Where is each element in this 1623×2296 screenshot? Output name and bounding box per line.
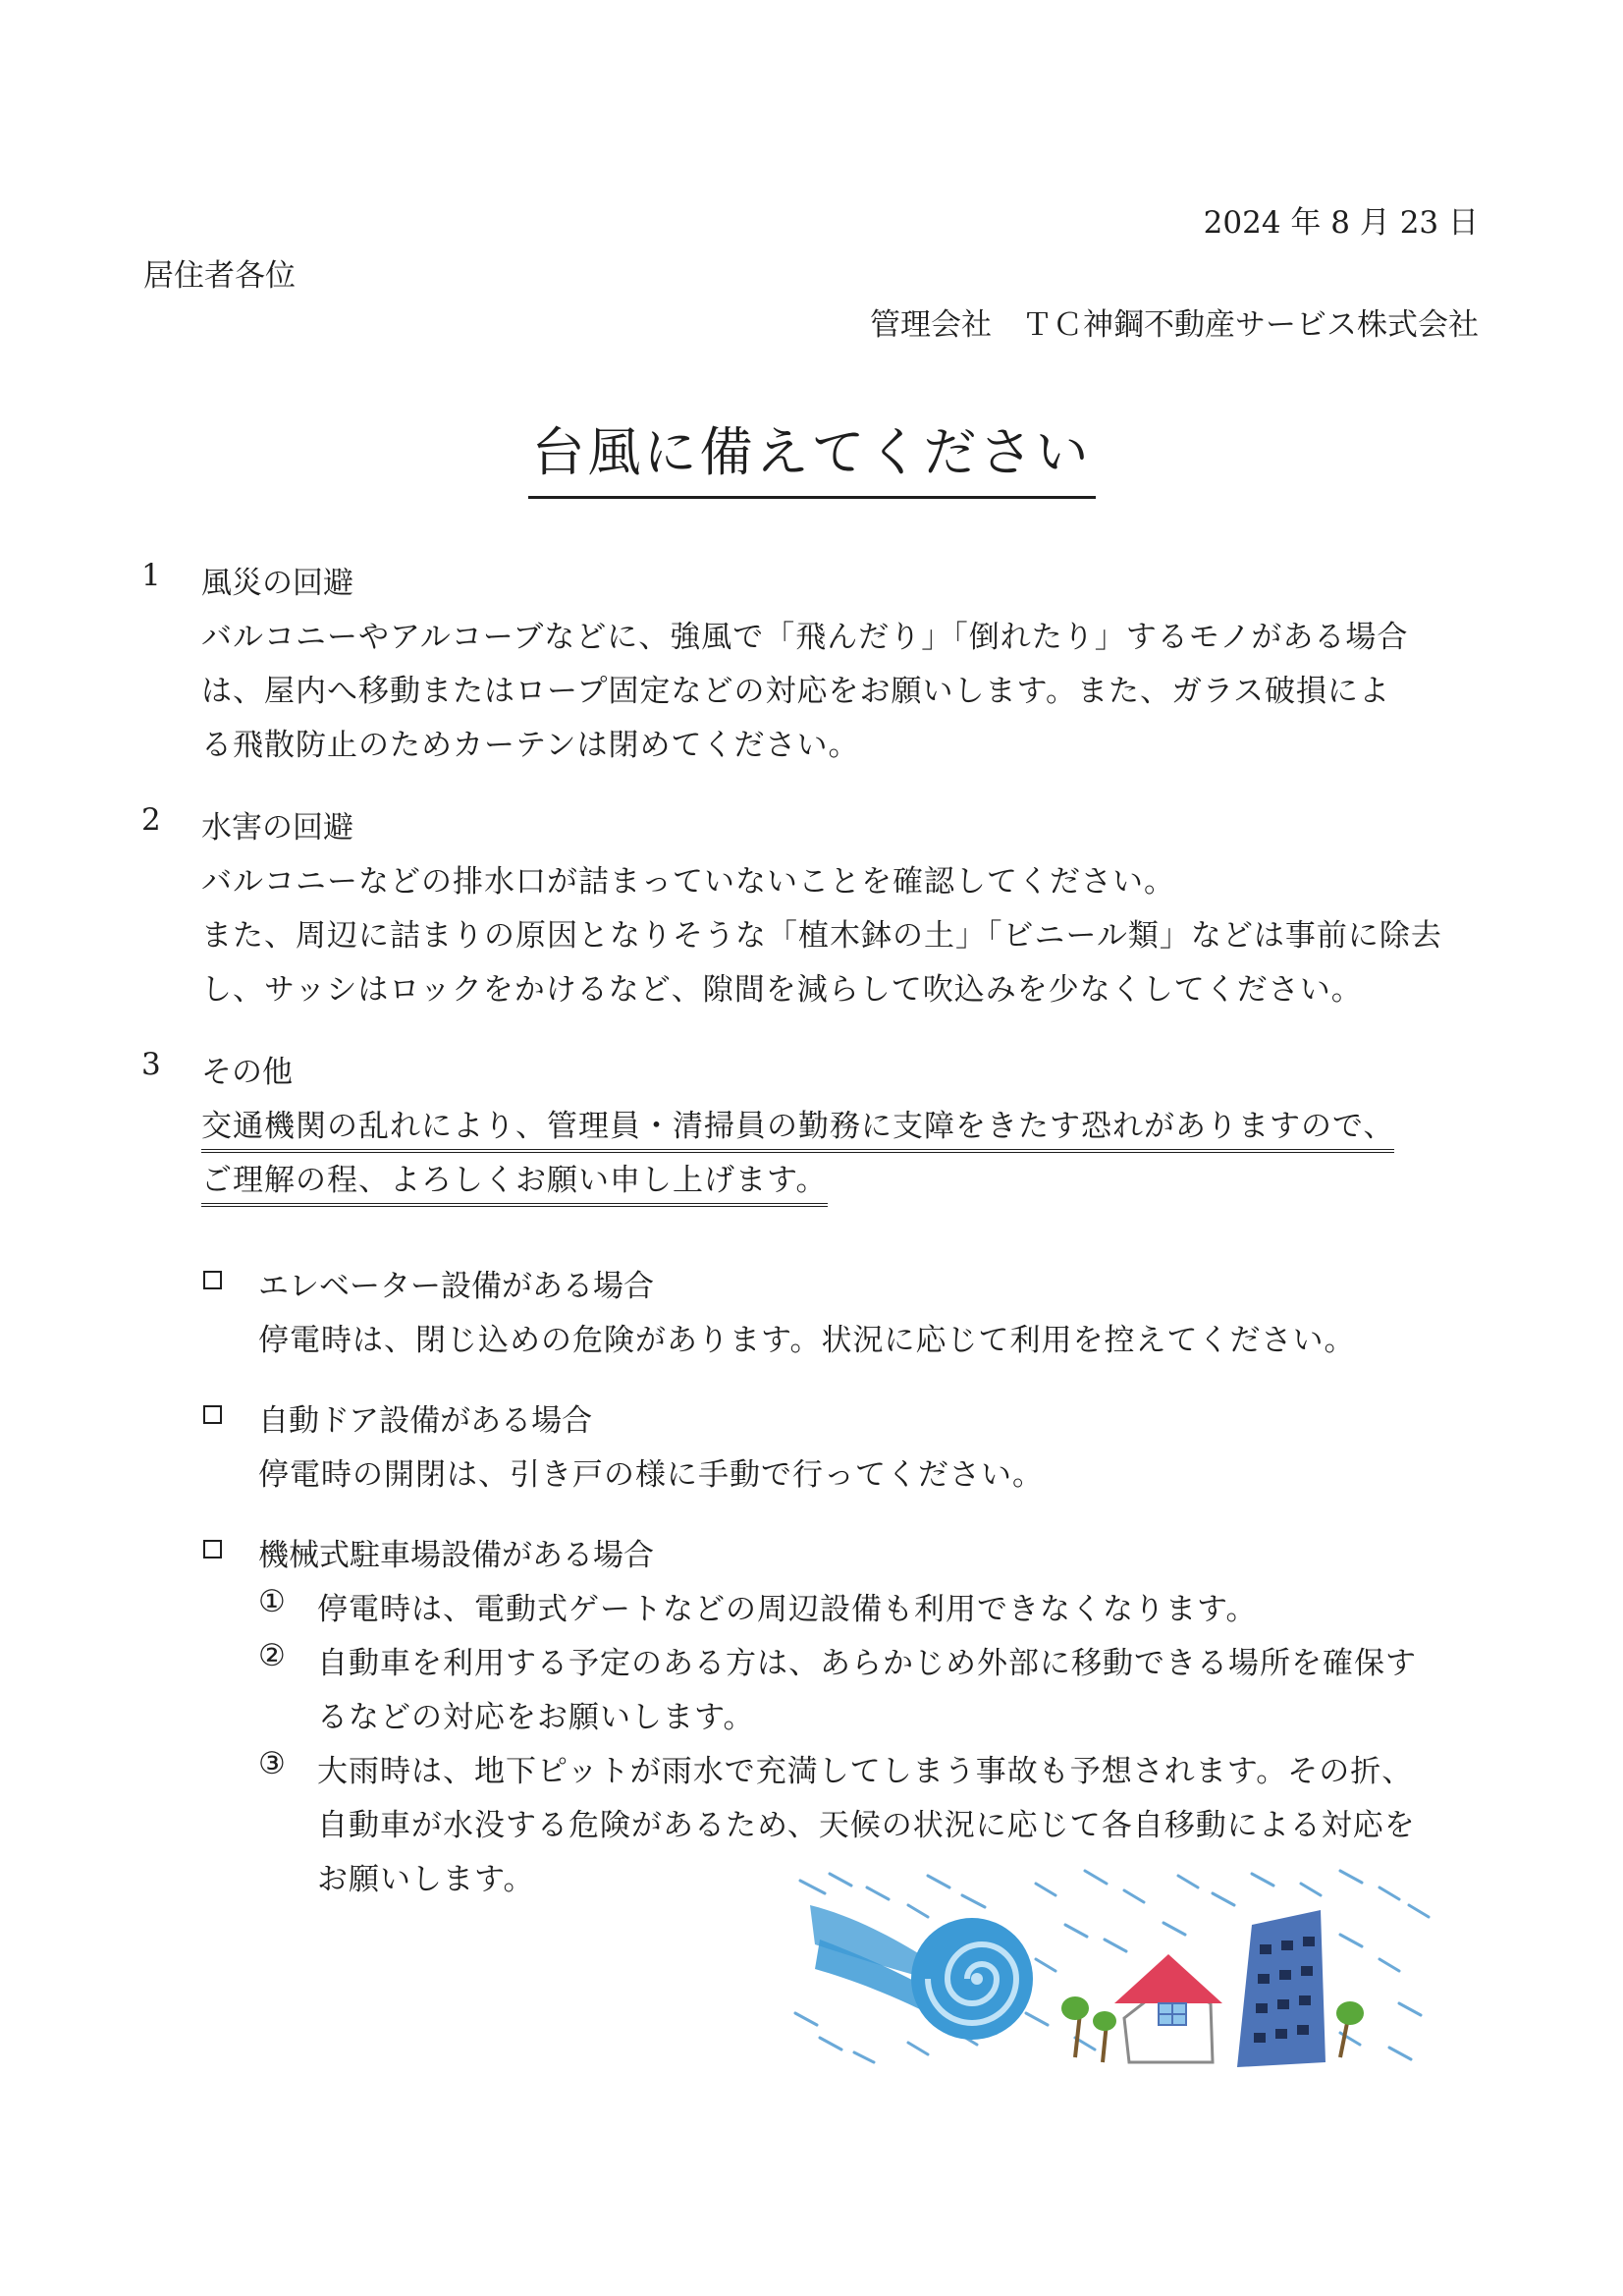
checkbox-icon	[203, 1271, 222, 1289]
section-1-line-1: バルコニーやアルコーブなどに、強風で「飛んだり」「倒れたり」するモノがある場合	[201, 620, 1409, 655]
checkbox-icon	[203, 1540, 222, 1558]
section-2-number: 2	[141, 802, 161, 838]
section-3-heading: その他	[201, 1055, 293, 1090]
elevator-line-1: 停電時は、閉じ込めの危険があります。状況に応じて利用を控えてください。	[258, 1323, 1356, 1358]
parking-item-1-mark: ①	[258, 1584, 286, 1619]
parking-item-2-line-2: るなどの対応をお願いします。	[317, 1700, 755, 1735]
parking-item-2-line-1: 自動車を利用する予定のある方は、あらかじめ外部に移動できる場所を確保す	[317, 1646, 1417, 1681]
parking-item-3-line-1: 大雨時は、地下ピットが雨水で充満してしまう事故も予想されます。その折、	[317, 1754, 1414, 1789]
parking-item-1-line-1: 停電時は、電動式ゲートなどの周辺設備も利用できなくなります。	[317, 1592, 1258, 1627]
recipient: 居住者各位	[143, 258, 296, 294]
section-3-line-2: ご理解の程、よろしくお願い申し上げます。	[201, 1155, 828, 1207]
parking-heading: 機械式駐車場設備がある場合	[258, 1538, 654, 1573]
parking-item-3-line-3: お願いします。	[317, 1862, 535, 1897]
section-2-line-1: バルコニーなどの排水口が詰まっていないことを確認してください。	[201, 864, 1175, 900]
section-1-line-2: は、屋内へ移動またはロープ固定などの対応をお願いします。また、ガラス破損によ	[201, 674, 1391, 709]
section-1-number: 1	[141, 558, 161, 593]
sender: 管理会社 ＴＣ神鋼不動産サービス株式会社	[870, 307, 1479, 343]
auto-door-heading: 自動ドア設備がある場合	[258, 1403, 593, 1439]
page-title-text: 台風に備えてください	[528, 410, 1096, 499]
parking-item-3-line-2: 自動車が水没する危険があるため、天候の状況に応じて各自移動による対応を	[317, 1808, 1416, 1843]
document-date: 2024 年 8 月 23 日	[1203, 205, 1479, 241]
checkbox-icon	[203, 1405, 222, 1424]
section-2-line-2: また、周辺に詰まりの原因となりそうな「植木鉢の土」「ビニール類」などは事前に除去	[201, 918, 1442, 954]
auto-door-line-1: 停電時の開閉は、引き戸の様に手動で行ってください。	[258, 1457, 1044, 1493]
section-1-line-3: る飛散防止のためカーテンは閉めてください。	[201, 728, 860, 763]
typhoon-house-building-illustration	[790, 1866, 1438, 2072]
parking-item-3-mark: ③	[258, 1746, 286, 1781]
house-icon	[1114, 1954, 1222, 2062]
typhoon-swirl-icon	[810, 1905, 1033, 2040]
section-2-heading: 水害の回避	[201, 810, 353, 846]
section-1-heading: 風災の回避	[201, 566, 353, 601]
section-3-line-1: 交通機関の乱れにより、管理員・清掃員の勤務に支障をきたす恐れがありますので、	[201, 1101, 1394, 1153]
section-3-number: 3	[141, 1047, 161, 1082]
elevator-heading: エレベーター設備がある場合	[258, 1269, 654, 1304]
building-icon	[1237, 1910, 1325, 2067]
parking-item-2-mark: ②	[258, 1638, 286, 1673]
section-2-line-3: し、サッシはロックをかけるなど、隙間を減らして吹込みを少なくしてください。	[201, 972, 1363, 1008]
page-title	[0, 410, 1623, 499]
